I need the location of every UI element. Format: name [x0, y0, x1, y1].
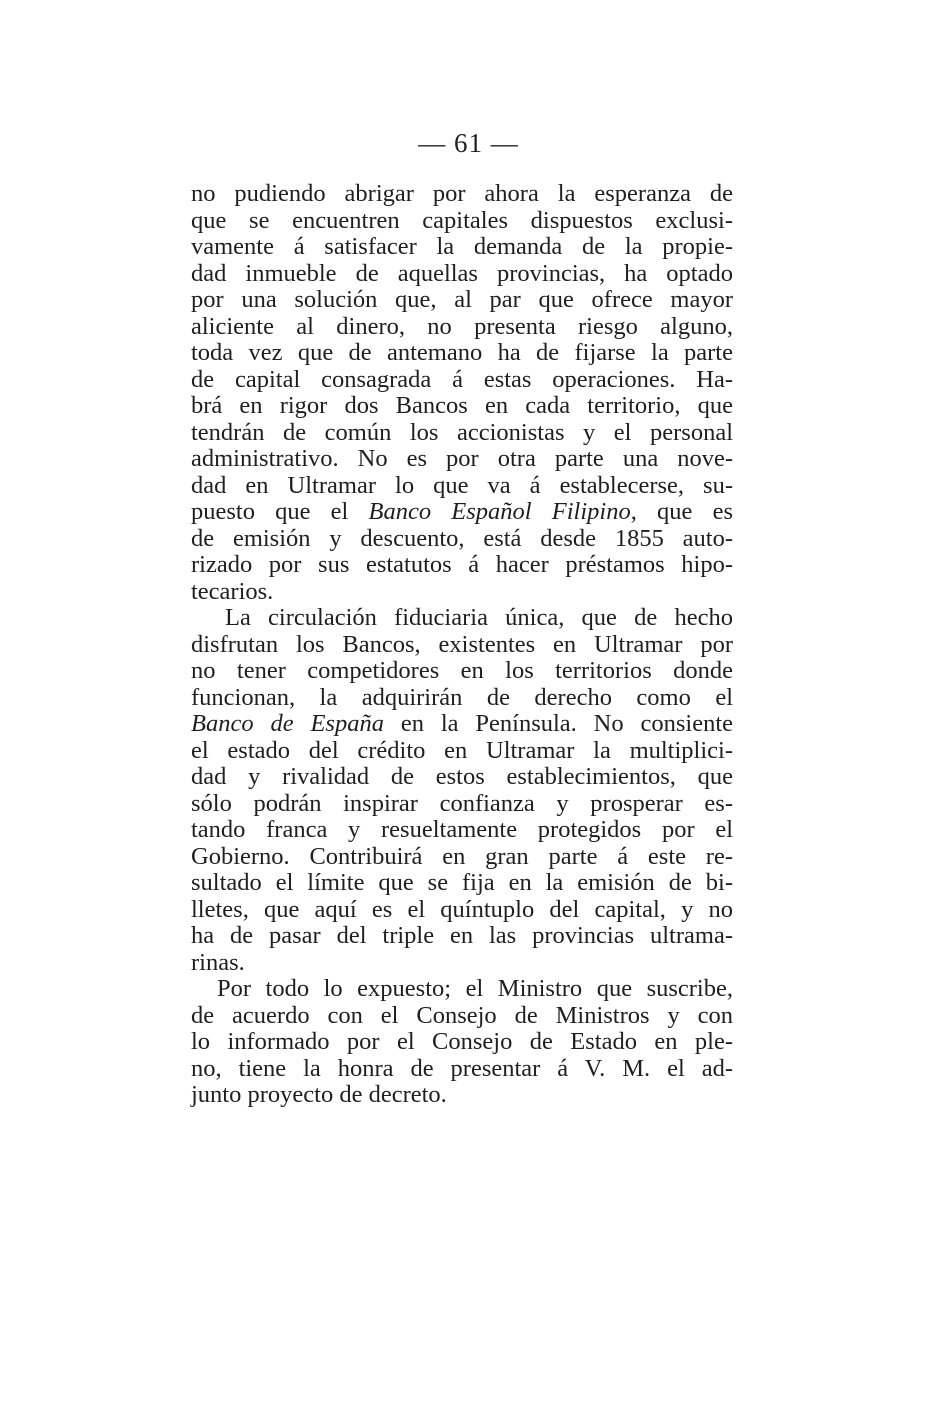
italic-bank-name: Banco de España: [191, 710, 384, 737]
line-text: en la Península. No consiente: [383, 710, 733, 737]
text-line: no pudiendo abrigar por ahora la esperanza de: [191, 180, 733, 207]
text-line: dad inmueble de aquellas provincias, ha optado: [191, 259, 733, 287]
text-line: tendrán de común los accionistas y el personal: [191, 418, 733, 446]
text-line: vamente á satisfacer la demanda de la propie-: [191, 233, 733, 260]
text-line: de acuerdo con el Consejo de Ministros y con: [191, 1001, 733, 1029]
text-line: el estado del crédito en Ultramar la multiplici-: [191, 736, 733, 764]
text-line: disfrutan los Bancos, existentes en Ultramar por: [191, 630, 733, 658]
text-line: no tener competidores en los territorios donde: [191, 657, 733, 684]
text-line: de capital consagrada á estas operaciones. Ha-: [191, 365, 733, 393]
text-line: [191, 499, 733, 526]
text-line: dad en Ultramar lo que va á establecerse, su-: [191, 471, 733, 499]
text-line: de emisión y descuento, está desde 1855 auto-: [191, 524, 733, 552]
text-line: dad y rivalidad de estos establecimientos, que: [191, 763, 733, 790]
text-line: funcionan, la adquirirán de derecho como el: [191, 683, 733, 711]
text-line: no, tiene la honra de presentar á V. M. el ad-: [191, 1054, 733, 1082]
text-line: rizado por sus estatutos á hacer préstamos hipo-: [191, 551, 733, 578]
text-line: sultado el límite que se fija en la emisión de bi-: [191, 869, 733, 896]
page-number: — 61 —: [418, 128, 519, 158]
text-line: lo informado por el Consejo de Estado en ple-: [191, 1028, 733, 1055]
text-line: rinas.: [191, 948, 245, 976]
text-line: toda vez que de antemano ha de fijarse la parte: [191, 339, 733, 366]
text-line: aliciente al dinero, no presenta riesgo alguno,: [191, 312, 733, 340]
line-text: , que es: [630, 498, 733, 525]
text-line: [191, 711, 733, 738]
text-line: tecarios.: [191, 577, 274, 605]
text-line: junto proyecto de decreto.: [191, 1081, 447, 1108]
text-line: lletes, que aquí es el quíntuplo del capital, y no: [191, 895, 733, 923]
text-line: tando franca y resueltamente protegidos por el: [191, 816, 733, 843]
text-line: brá en rigor dos Bancos en cada territorio, que: [191, 392, 733, 419]
text-line: ha de pasar del triple en las provincias ultrama-: [191, 922, 733, 949]
text-line: Gobierno. Contribuirá en gran parte á este re-: [191, 842, 733, 870]
text-line: administrativo. No es por otra parte una nove-: [191, 445, 733, 472]
body-text: [191, 181, 733, 1109]
text-line: por una solución que, al par que ofrece mayor: [191, 286, 733, 313]
paragraph-start-line: La circulación fiduciaria única, que de hecho: [225, 604, 733, 631]
italic-bank-name: Banco Español Filipino: [368, 498, 631, 525]
line-text: puesto que el: [191, 498, 369, 525]
paragraph-start-line: Por todo lo expuesto; el Ministro que suscribe,: [217, 975, 733, 1002]
text-line: sólo podrán inspirar confianza y prosperar es-: [191, 789, 733, 817]
text-line: que se encuentren capitales dispuestos exclusi-: [191, 206, 733, 234]
